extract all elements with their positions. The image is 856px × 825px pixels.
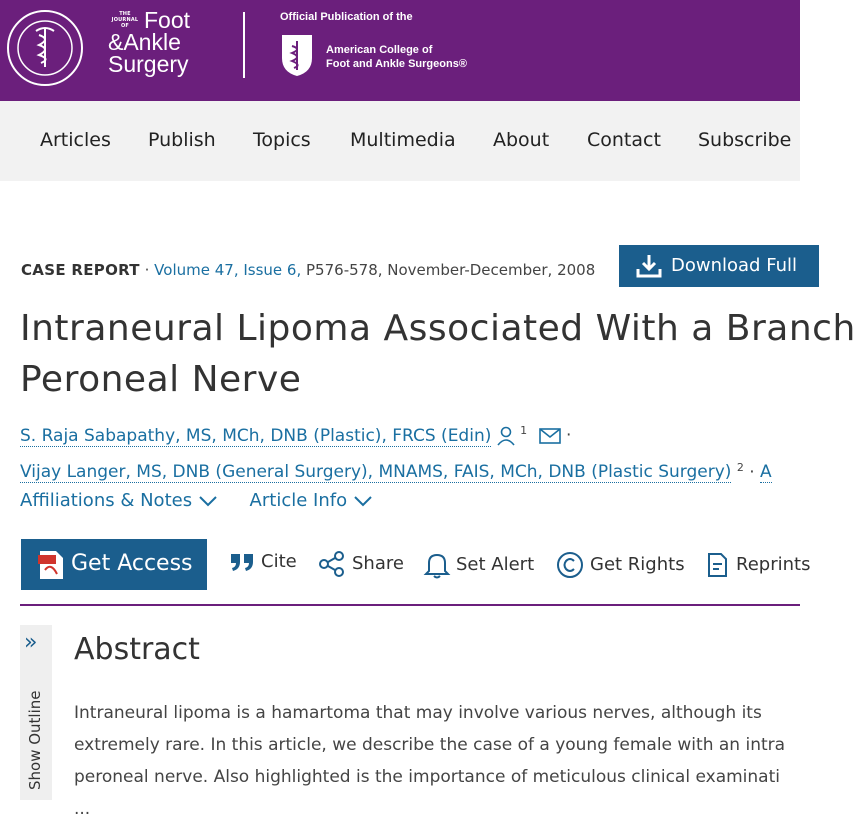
article-title-line1: Intraneural Lipoma Associated With a Branch bbox=[20, 308, 856, 349]
journal-logo-text[interactable] bbox=[108, 9, 218, 75]
abstract-text bbox=[74, 697, 814, 825]
org-name-line1: American College of bbox=[326, 44, 433, 56]
share-icon bbox=[318, 551, 346, 577]
author-link-truncated[interactable]: A bbox=[760, 462, 772, 483]
get-rights-label: Get Rights bbox=[590, 554, 685, 575]
acfas-org-name[interactable] bbox=[326, 43, 467, 71]
nav-topics[interactable]: Topics bbox=[253, 129, 311, 151]
journal-title-line1: Foot bbox=[144, 7, 191, 33]
journal-prefix: THE JOURNAL OF bbox=[111, 11, 139, 29]
nav-contact[interactable]: Contact bbox=[587, 129, 661, 151]
article-info-label: Article Info bbox=[249, 490, 348, 511]
reprints-icon bbox=[704, 551, 730, 579]
affiliations-label: Affiliations & Notes bbox=[20, 490, 193, 511]
nav-subscribe[interactable]: Subscribe bbox=[698, 129, 792, 151]
quote-icon bbox=[229, 552, 255, 572]
affiliation-sup: 2 bbox=[736, 460, 744, 474]
author-link[interactable]: S. Raja Sabapathy, MS, MCh, DNB (Plastic), FRCS (Edin) bbox=[20, 425, 492, 446]
article-toggles bbox=[20, 490, 399, 511]
get-access-label: Get Access bbox=[71, 551, 193, 576]
acfas-seal-logo[interactable] bbox=[6, 9, 84, 87]
get-access-button[interactable] bbox=[21, 539, 207, 590]
show-outline-label: Show Outline bbox=[26, 690, 44, 790]
affiliation-sup: 1 bbox=[520, 424, 528, 437]
journal-title-line2: &Ankle bbox=[108, 29, 181, 55]
author-list: S. Raja Sabapathy, MS, MCh, DNB (Plastic), FRCS (Edin) $^1$ · Vijay Langer, MS, DNB (General Surgery), MNAMS, FAIS, MCh, DNB (Plastic Surgery) $^2$ · A bbox=[20, 424, 772, 483]
get-rights-button[interactable] bbox=[556, 551, 685, 579]
journal-title-line3: Surgery bbox=[108, 51, 189, 77]
article-title-line2: Peroneal Nerve bbox=[20, 359, 302, 400]
abstract-line: Intraneural lipoma is a hamartoma that may involve various nerves, although its bbox=[74, 703, 762, 723]
section-divider bbox=[20, 604, 800, 606]
article-meta: CASE REPORT · Volume 47, Issue 6, P576-578, November-December, 2008 bbox=[21, 261, 596, 279]
show-outline-toggle[interactable] bbox=[20, 625, 52, 800]
article-info-toggle[interactable] bbox=[250, 490, 373, 511]
abstract-line: extremely rare. In this article, we describe the case of a young female with an intra bbox=[74, 735, 786, 755]
share-button[interactable] bbox=[318, 551, 404, 577]
header-divider bbox=[243, 12, 245, 78]
person-icon[interactable] bbox=[497, 426, 515, 446]
nav-about[interactable]: About bbox=[493, 129, 550, 151]
article-title bbox=[20, 303, 856, 405]
download-label: Download Full bbox=[671, 255, 797, 276]
double-chevron-right-icon: » bbox=[24, 630, 38, 655]
reprints-button[interactable] bbox=[704, 551, 810, 579]
nav-articles[interactable]: Articles bbox=[40, 129, 111, 151]
pdf-icon bbox=[37, 550, 65, 580]
bell-icon bbox=[424, 551, 450, 579]
article-type: CASE REPORT bbox=[21, 261, 140, 279]
nav-publish[interactable]: Publish bbox=[148, 129, 216, 151]
main-nav bbox=[0, 101, 800, 181]
acfas-shield-icon[interactable] bbox=[279, 32, 315, 78]
set-alert-button[interactable] bbox=[424, 551, 534, 579]
set-alert-label: Set Alert bbox=[456, 554, 535, 575]
volume-issue-link[interactable]: Volume 47, Issue 6, bbox=[154, 261, 302, 279]
download-full-issue-button[interactable] bbox=[619, 245, 819, 287]
abstract-line: ... bbox=[74, 799, 91, 819]
chevron-down-icon bbox=[353, 495, 373, 507]
nav-multimedia[interactable]: Multimedia bbox=[350, 129, 456, 151]
official-publication-label: Official Publication of the bbox=[280, 11, 413, 23]
reprints-label: Reprints bbox=[736, 554, 811, 575]
copyright-icon bbox=[556, 551, 584, 579]
abstract-line: peroneal nerve. Also highlighted is the importance of meticulous clinical examinati bbox=[74, 767, 780, 787]
share-label: Share bbox=[352, 553, 404, 574]
author-link[interactable]: Vijay Langer, MS, DNB (General Surgery), MNAMS, FAIS, MCh, DNB (Plastic Surgery) bbox=[20, 462, 732, 483]
abstract-heading: Abstract bbox=[74, 632, 200, 667]
org-name-line2: Foot and Ankle Surgeons® bbox=[326, 58, 467, 70]
affiliations-toggle[interactable] bbox=[20, 490, 224, 511]
pages-date: P576-578, November-December, 2008 bbox=[306, 261, 596, 279]
download-icon bbox=[635, 253, 663, 279]
cite-button[interactable] bbox=[229, 551, 297, 572]
chevron-down-icon bbox=[198, 495, 218, 507]
site-header bbox=[0, 0, 800, 101]
email-icon[interactable] bbox=[539, 427, 561, 445]
cite-label: Cite bbox=[261, 551, 297, 572]
